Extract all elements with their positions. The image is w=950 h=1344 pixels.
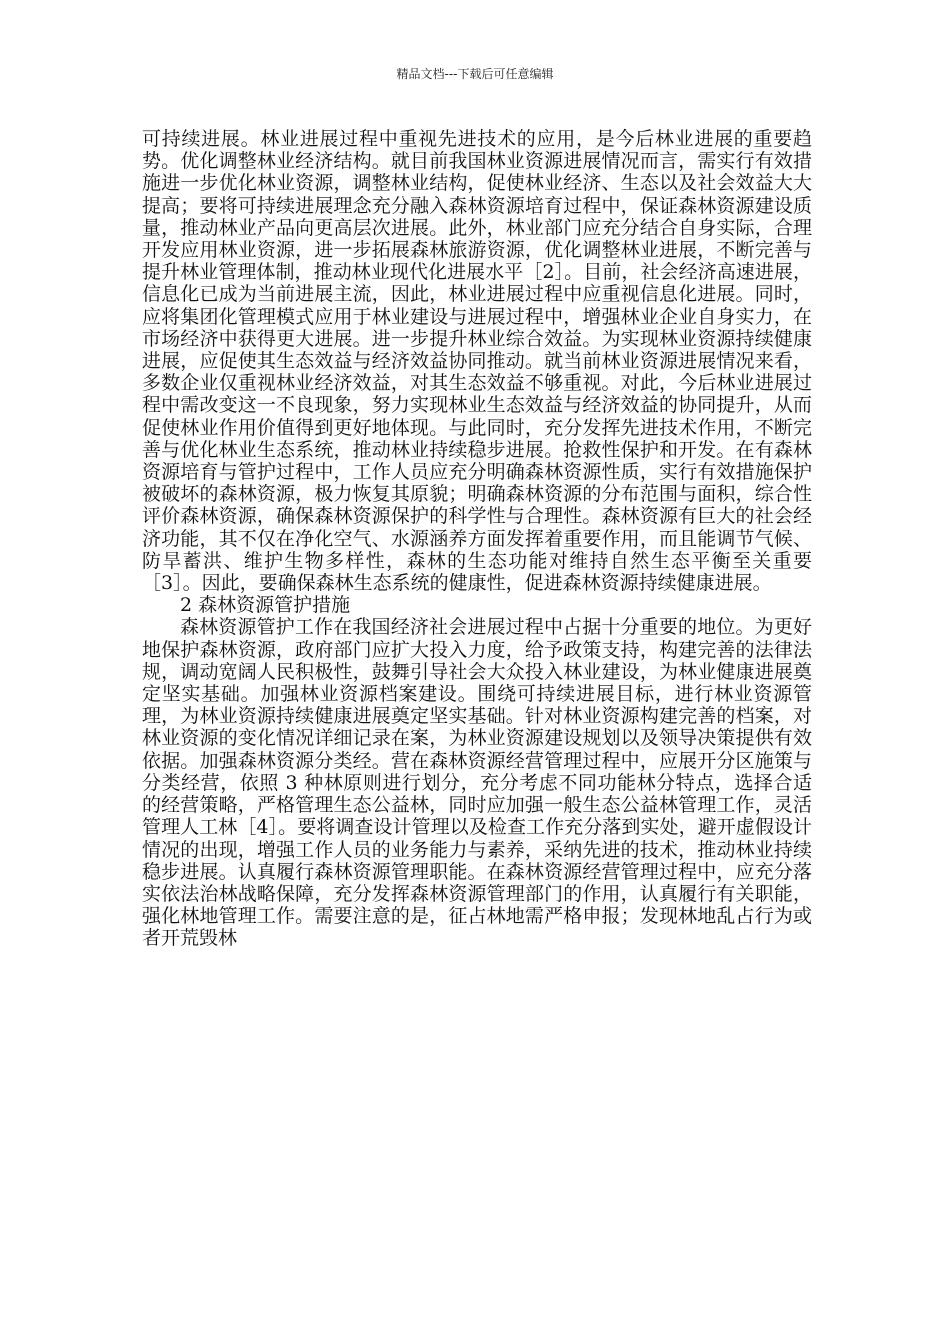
body-paragraph: 森林资源管护工作在我国经济社会进展过程中占据十分重要的地位。为更好地保护森林资源，政府部门应扩大投入力度，给予政策支持，构建完善的法律法规，调动宽阔人民积极性，鼓舞引导社会大众投入林业建设，为林业健康进展奠定坚实基础。加强林业资源档案建设。围绕可持续进展目标，进行林业资源管理，为林业资源持续健康进展奠定坚实基础。针对林业资源构建完善的档案，对林业资源的变化情况详细记录在案，为林业资源建设规划以及领导决策提供有效依据。加强森林资源分类经。营在森林资源经营管理过程中，应展开分区施策与分类经营，依照 3 种林原则进行划分，充分考虑不同功能林分特点，选择合适的经营策略，严格管理生态公益林，同时应加强一般生态公益林管理工作，灵活管理人工林［4］。要将调查设计管理以及检查工作充分落到实处，避开虚假设计情况的出现，增强工作人员的业务能力与素养，采纳先进的技术，推动林业持续稳步进展。认真履行森林资源管理职能。在森林资源经营管理过程中，应充分落实依法治林战略保障，充分发挥森林资源管理部门的作用，认真履行有关职能，强化林地管理工作。需要注意的是，征占林地需严格申报；发现林地乱占行为或者开荒毁林 [142,616,812,950]
section-heading: 2 森林资源管护措施 [180,594,351,617]
document-body [142,128,812,950]
page-header: 精品文档---下载后可任意编辑 [396,67,554,81]
body-paragraph: 可持续进展。林业进展过程中重视先进技术的应用，是今后林业进展的重要趋势。优化调整林业经济结构。就目前我国林业资源进展情况而言，需实行有效措施进一步优化林业资源，调整林业结构，促使林业经济、生态以及社会效益大大提高；要将可持续进展理念充分融入森林资源培育过程中，保证森林资源建设质量，推动林业产品向更高层次进展。此外，林业部门应充分结合自身实际，合理开发应用林业资源，进一步拓展森林旅游资源，优化调整林业进展，不断完善与提升林业管理体制，推动林业现代化进展水平［2］。目前，社会经济高速进展，信息化已成为当前进展主流，因此，林业进展过程中应重视信息化进展。同时，应将集团化管理模式应用于林业建设与进展过程中，增强林业企业自身实力，在市场经济中获得更大进展。进一步提升林业综合效益。为实现林业资源持续健康进展，应促使其生态效益与经济效益协同推动。就当前林业资源进展情况来看，多数企业仅重视林业经济效益，对其生态效益不够重视。对此，今后林业进展过程中需改变这一不良现象，努力实现林业生态效益与经济效益的协同提升，从而促使林业作用价值得到更好地体现。与此同时，充分发挥先进技术作用，不断完善与优化林业生态系统，推动林业持续稳步进展。抢救性保护和开发。在有森林资源培育与管护过程中，工作人员应充分明确森林资源性质，实行有效措施保护被破坏的森林资源，极力恢复其原貌；明确森林资源的分布范围与面积，综合性评价森林资源，确保森林资源保护的科学性与合理性。森林资源有巨大的社会经济功能，其不仅在净化空气、水源涵养方面发挥着重要作用，而且能调节气候、防旱蓄洪、维护生物多样性，森林的生态功能对维持自然生态平衡至关重要［3］。因此，要确保森林生态系统的健康性，促进森林资源持续健康进展。 [142,128,812,595]
